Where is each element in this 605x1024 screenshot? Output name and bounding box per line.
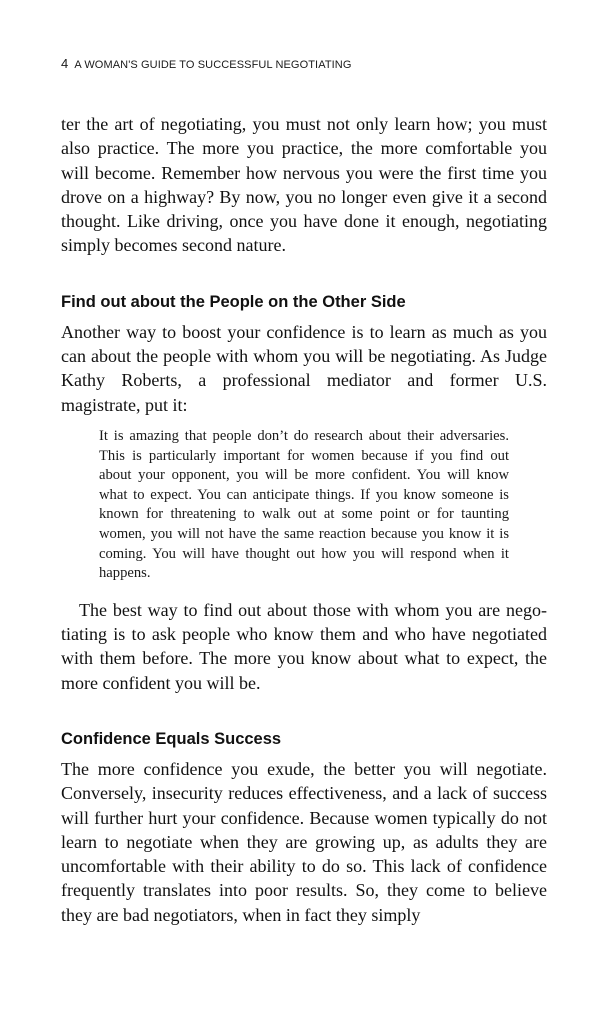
section-heading-other-side: Find out about the People on the Other Side [61,292,406,311]
section2-body-paragraph: The more confidence you exude, the better you will negotiate. Conversely, insecurity reduces effectiveness, and a lack of success will further hurt your confidence. Because women typically do not learn to negotiate when they are growing up, as adults they are uncomfortable with their ability to do so. This lack of confidence frequently translates into poor results. So, they come to believe they are bad negotiators, when in fact they simply [61,758,547,925]
section1-after-quote-paragraph: The best way to find out about those with whom you are negotiating is to ask people who know them and who have negotiated with them before. The more you know about what to expect, the more confident you will be. [61,599,547,693]
book-title: A WOMAN'S GUIDE TO SUCCESSFUL NEGOTIATING [74,59,352,71]
block-quote: It is amazing that people don’t do research about their adversaries. This is particularly important for women because if you find out about your opponent, you will be more confident. You will know what to expect. You can anticipate things. If you know someone is known for threatening to walk out at some point or for taunting women, you will not have the same reaction because you know it is coming. You will have thought out how you will respond when it happens. [99,427,509,582]
book-page [61,56,547,927]
section-heading-confidence: Confidence Equals Success [61,729,282,748]
section1-intro-paragraph: Another way to boost your confidence is to learn as much as you can about the people with whom you will be negotiating. As Judge Kathy Roberts, a professional mediator and former U.S. magistrate, put it: [61,321,547,415]
running-head [61,56,547,72]
page-number: 4 [61,56,69,71]
opening-paragraph: ter the art of negotiating, you must not only learn how; you must also practice. The more you practice, the more comfortable you will become. Remember how nervous you were the first time you drove on a highway? By now, you no longer even give it a second thought. Like driving, once you have done it enough, negotiating simply becomes second nature. [61,114,547,256]
